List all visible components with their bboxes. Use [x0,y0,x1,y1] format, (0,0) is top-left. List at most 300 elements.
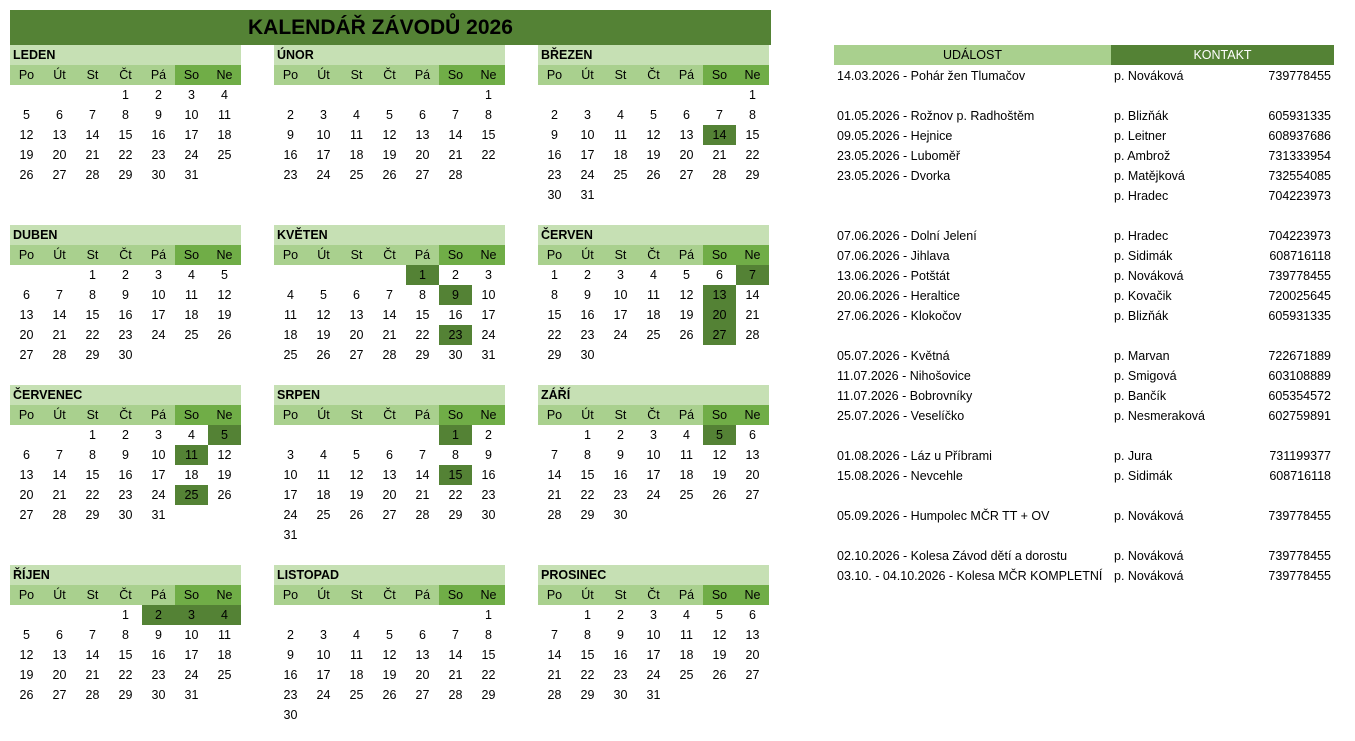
day-cell: 28 [415,508,430,522]
weekday-header: So [439,245,472,265]
month-name: ZÁŘÍ [538,385,769,405]
month-12 [538,565,769,702]
day-cell: 16 [118,308,133,322]
day-cell: 1 [122,608,129,622]
day-cell: 18 [613,148,628,162]
month-5 [274,225,505,362]
day-cell: 20 [349,328,364,342]
day-cell: 22 [85,488,100,502]
day-cell: 21 [712,148,727,162]
weekday-header: Ne [472,245,505,265]
day-cell: 30 [151,688,166,702]
event-row [834,546,1334,566]
weekday-header: Ne [472,585,505,605]
day-cell: 16 [283,148,298,162]
day-cell: 7 [716,108,723,122]
weekday-header: St [340,65,373,85]
month-name: PROSINEC [538,565,769,585]
day-cell: 19 [217,468,232,482]
day-cell: 19 [217,308,232,322]
day-cell: 19 [712,468,727,482]
weekday-header: Po [274,585,307,605]
day-cell: 8 [749,108,756,122]
event-name: 20.06.2026 - Heraltice [837,289,960,303]
event-contact: p. Smigová [1114,369,1177,383]
weekday-header: St [604,585,637,605]
day-cell: 9 [287,128,294,142]
event-column-header: UDÁLOST [834,45,1111,65]
day-cell: 5 [386,108,393,122]
day-cell: 19 [316,328,331,342]
race-day-cell: 3 [175,605,208,625]
month-name: ŘÍJEN [10,565,241,585]
weekday-header: Čt [373,245,406,265]
weekday-header: So [439,405,472,425]
day-cell: 30 [118,508,133,522]
day-cell: 23 [481,488,496,502]
race-day-cell: 2 [142,605,175,625]
day-cell: 14 [745,288,760,302]
day-cell: 23 [613,668,628,682]
weekday-header: Pá [406,405,439,425]
event-contact: p. Nováková [1114,509,1184,523]
day-cell: 7 [89,628,96,642]
day-cell: 26 [19,168,34,182]
day-cell: 31 [151,508,166,522]
weekday-header: Čt [373,405,406,425]
day-cell: 29 [85,508,100,522]
day-cell: 3 [188,88,195,102]
day-cell: 1 [584,428,591,442]
day-cell: 18 [283,328,298,342]
day-cell: 18 [184,308,199,322]
event-phone: 704223973 [1268,189,1331,203]
weekday-header: St [340,405,373,425]
day-cell: 18 [646,308,661,322]
day-cell: 8 [122,628,129,642]
weekday-header: Čt [637,585,670,605]
day-cell: 23 [118,488,133,502]
race-day-cell: 11 [175,445,208,465]
day-cell: 11 [614,128,627,142]
day-cell: 19 [712,648,727,662]
day-cell: 9 [155,108,162,122]
day-cell: 9 [584,288,591,302]
weekday-header: St [604,405,637,425]
event-phone: 739778455 [1268,509,1331,523]
day-cell: 16 [448,308,463,322]
day-cell: 20 [679,148,694,162]
day-cell: 7 [452,108,459,122]
day-cell: 4 [353,108,360,122]
event-phone: 605931335 [1268,309,1331,323]
day-cell: 8 [122,108,129,122]
race-day-cell: 4 [208,605,241,625]
day-cell: 29 [118,168,133,182]
day-cell: 3 [617,268,624,282]
day-cell: 9 [485,448,492,462]
weekday-header: So [703,65,736,85]
day-cell: 24 [481,328,496,342]
day-cell: 30 [547,188,562,202]
day-cell: 2 [452,268,459,282]
event-name: 23.05.2026 - Dvorka [837,169,951,183]
day-cell: 13 [745,628,760,642]
day-cell: 21 [547,488,562,502]
day-cell: 13 [19,308,34,322]
day-cell: 24 [646,668,661,682]
day-cell: 10 [580,128,595,142]
weekday-header: So [439,65,472,85]
day-cell: 15 [85,308,100,322]
day-cell: 7 [452,628,459,642]
day-cell: 22 [580,488,595,502]
weekday-header: Út [43,65,76,85]
event-row [834,146,1334,166]
weekday-header: Út [307,245,340,265]
weekday-header: Pá [406,65,439,85]
day-cell: 17 [646,648,661,662]
day-cell: 3 [584,108,591,122]
day-cell: 20 [52,668,67,682]
event-phone: 720025645 [1268,289,1331,303]
event-contact: p. Nováková [1114,549,1184,563]
day-cell: 30 [580,348,595,362]
day-cell: 29 [118,688,133,702]
day-cell: 15 [118,128,133,142]
day-cell: 9 [287,648,294,662]
weekday-header: Čt [109,405,142,425]
event-name: 02.10.2026 - Kolesa Závod dětí a dorostu [837,549,1068,563]
event-row [834,286,1334,306]
weekday-header: So [439,585,472,605]
weekday-header: Út [43,405,76,425]
day-cell: 26 [712,488,727,502]
day-cell: 9 [551,128,558,142]
weekday-header: Út [571,405,604,425]
weekday-header: So [175,585,208,605]
event-phone: 739778455 [1268,549,1331,563]
day-cell: 2 [551,108,558,122]
day-cell: 16 [547,148,562,162]
event-name: 11.07.2026 - Nihošovice [837,369,971,383]
weekday-header: St [604,65,637,85]
day-cell: 20 [415,148,430,162]
event-phone: 608716118 [1269,469,1331,483]
weekday-header: Čt [373,65,406,85]
day-cell: 14 [547,468,562,482]
day-cell: 3 [485,268,492,282]
weekday-header: Pá [670,405,703,425]
day-cell: 12 [382,128,397,142]
day-cell: 4 [650,268,657,282]
day-cell: 19 [382,148,397,162]
weekday-header: Ne [208,405,241,425]
event-row [834,166,1334,186]
event-contact: p. Ambrož [1114,149,1171,163]
weekday-header: Ne [736,585,769,605]
day-cell: 8 [452,448,459,462]
day-cell: 10 [151,288,166,302]
day-cell: 11 [218,108,231,122]
day-cell: 17 [184,128,199,142]
day-cell: 7 [56,288,63,302]
day-cell: 13 [52,128,67,142]
day-cell: 22 [481,148,496,162]
day-cell: 28 [448,168,463,182]
weekday-header: Út [307,405,340,425]
race-day-cell: 5 [703,425,736,445]
event-phone: 739778455 [1268,69,1331,83]
day-cell: 27 [415,688,430,702]
weekday-header: Út [43,245,76,265]
day-cell: 18 [679,468,694,482]
day-cell: 13 [382,468,397,482]
day-cell: 4 [617,108,624,122]
day-cell: 10 [481,288,496,302]
weekday-header: St [340,585,373,605]
day-cell: 6 [683,108,690,122]
event-phone: 739778455 [1268,269,1331,283]
event-name: 13.06.2026 - Potštát [837,269,950,283]
month-4 [10,225,241,362]
day-cell: 20 [19,488,34,502]
day-cell: 23 [547,168,562,182]
day-cell: 13 [415,648,430,662]
day-cell: 29 [580,508,595,522]
event-contact: p. Blizňák [1114,109,1169,123]
day-cell: 19 [679,308,694,322]
events-header [834,45,1334,65]
day-cell: 7 [419,448,426,462]
day-cell: 5 [683,268,690,282]
day-cell: 2 [122,268,129,282]
day-cell: 16 [118,468,133,482]
day-cell: 8 [551,288,558,302]
day-cell: 16 [613,468,628,482]
month-6 [538,225,769,362]
day-cell: 17 [151,468,166,482]
day-cell: 24 [151,328,166,342]
event-row [834,406,1334,426]
day-cell: 9 [155,628,162,642]
day-cell: 20 [745,468,760,482]
event-phone: 602759891 [1268,409,1331,423]
day-cell: 10 [151,448,166,462]
day-cell: 26 [382,168,397,182]
day-cell: 10 [316,648,331,662]
day-cell: 24 [613,328,628,342]
day-cell: 1 [485,88,492,102]
weekday-header: So [175,405,208,425]
weekday-header: So [703,245,736,265]
month-name: LEDEN [10,45,241,65]
day-cell: 23 [118,328,133,342]
event-phone: 608716118 [1269,249,1331,263]
day-cell: 26 [316,348,331,362]
day-cell: 2 [485,428,492,442]
day-cell: 30 [151,168,166,182]
day-cell: 2 [617,608,624,622]
day-cell: 21 [52,328,67,342]
day-cell: 6 [749,428,756,442]
event-contact: p. Jura [1114,449,1153,463]
day-cell: 21 [448,668,463,682]
weekday-header: Pá [142,585,175,605]
day-cell: 21 [52,488,67,502]
day-cell: 2 [122,428,129,442]
day-cell: 20 [52,148,67,162]
event-contact: p. Nováková [1114,569,1184,583]
race-day-cell: 20 [703,305,736,325]
day-cell: 28 [85,688,100,702]
day-cell: 28 [712,168,727,182]
weekday-header: Čt [637,65,670,85]
weekday-header: Út [571,65,604,85]
day-cell: 27 [52,688,67,702]
day-cell: 23 [580,328,595,342]
day-cell: 25 [283,348,298,362]
event-row [834,266,1334,286]
day-cell: 13 [349,308,364,322]
day-cell: 11 [680,448,693,462]
day-cell: 12 [712,448,727,462]
day-cell: 17 [613,308,628,322]
day-cell: 4 [353,628,360,642]
race-day-cell: 23 [439,325,472,345]
day-cell: 28 [448,688,463,702]
calendar-title: KALENDÁŘ ZÁVODŮ 2026 [10,10,771,45]
day-cell: 8 [584,628,591,642]
day-cell: 12 [646,128,661,142]
day-cell: 31 [184,688,199,702]
event-name: 07.06.2026 - Jihlava [837,249,950,263]
weekday-header: Út [307,65,340,85]
day-cell: 13 [415,128,430,142]
day-cell: 10 [316,128,331,142]
weekday-header: St [76,405,109,425]
day-cell: 12 [712,628,727,642]
day-cell: 21 [382,328,397,342]
event-row [834,66,1334,86]
day-cell: 25 [316,508,331,522]
day-cell: 14 [382,308,397,322]
day-cell: 22 [118,148,133,162]
day-cell: 20 [415,668,430,682]
day-cell: 4 [188,428,195,442]
event-contact: p. Leitner [1114,129,1167,143]
day-cell: 29 [745,168,760,182]
day-cell: 30 [613,508,628,522]
race-day-cell: 13 [703,285,736,305]
day-cell: 18 [316,488,331,502]
day-cell: 30 [118,348,133,362]
day-cell: 27 [52,168,67,182]
day-cell: 2 [584,268,591,282]
day-cell: 4 [287,288,294,302]
event-row [834,566,1334,586]
day-cell: 14 [547,648,562,662]
day-cell: 15 [580,648,595,662]
month-7 [10,385,241,522]
day-cell: 19 [646,148,661,162]
day-cell: 13 [52,648,67,662]
day-cell: 3 [650,428,657,442]
weekday-header: St [76,585,109,605]
weekday-header: So [175,245,208,265]
day-cell: 18 [217,128,232,142]
day-cell: 11 [185,288,198,302]
day-cell: 25 [613,168,628,182]
day-cell: 25 [184,328,199,342]
day-cell: 31 [646,688,661,702]
day-cell: 5 [221,268,228,282]
day-cell: 22 [85,328,100,342]
day-cell: 3 [320,628,327,642]
day-cell: 19 [19,148,34,162]
day-cell: 10 [646,448,661,462]
weekday-header: Ne [736,405,769,425]
day-cell: 12 [217,448,232,462]
day-cell: 8 [485,628,492,642]
event-contact: p. Nesmeraková [1114,409,1206,423]
event-contact: p. Sidimák [1114,469,1173,483]
weekday-header: Po [274,405,307,425]
weekday-header: Po [274,245,307,265]
day-cell: 11 [284,308,297,322]
month-name: KVĚTEN [274,225,505,245]
day-cell: 9 [122,288,129,302]
event-phone: 732554085 [1268,169,1331,183]
day-cell: 30 [613,688,628,702]
event-name: 05.07.2026 - Květná [837,349,950,363]
event-name: 15.08.2026 - Nevcehle [837,469,963,483]
event-name: 03.10. - 04.10.2026 - Kolesa MČR KOMPLETNÍ [837,569,1103,583]
day-cell: 1 [485,608,492,622]
day-cell: 17 [184,648,199,662]
event-row [834,186,1334,206]
day-cell: 26 [646,168,661,182]
day-cell: 15 [481,128,496,142]
day-cell: 24 [316,688,331,702]
day-cell: 30 [481,508,496,522]
day-cell: 6 [716,268,723,282]
day-cell: 27 [415,168,430,182]
event-name: 05.09.2026 - Humpolec MČR TT + OV [837,509,1050,523]
month-name: SRPEN [274,385,505,405]
event-name: 23.05.2026 - Luboměř [837,149,961,163]
weekday-header: So [175,65,208,85]
day-cell: 8 [584,448,591,462]
weekday-header: St [340,245,373,265]
day-cell: 23 [283,688,298,702]
day-cell: 25 [217,148,232,162]
day-cell: 17 [316,148,331,162]
day-cell: 16 [580,308,595,322]
weekday-header: Út [571,245,604,265]
day-cell: 7 [386,288,393,302]
day-cell: 25 [679,488,694,502]
weekday-header: Pá [406,585,439,605]
day-cell: 22 [481,668,496,682]
day-cell: 29 [415,348,430,362]
race-day-cell: 15 [439,465,472,485]
day-cell: 7 [551,628,558,642]
day-cell: 1 [89,268,96,282]
weekday-header: Pá [406,245,439,265]
day-cell: 21 [415,488,430,502]
weekday-header: Čt [637,405,670,425]
